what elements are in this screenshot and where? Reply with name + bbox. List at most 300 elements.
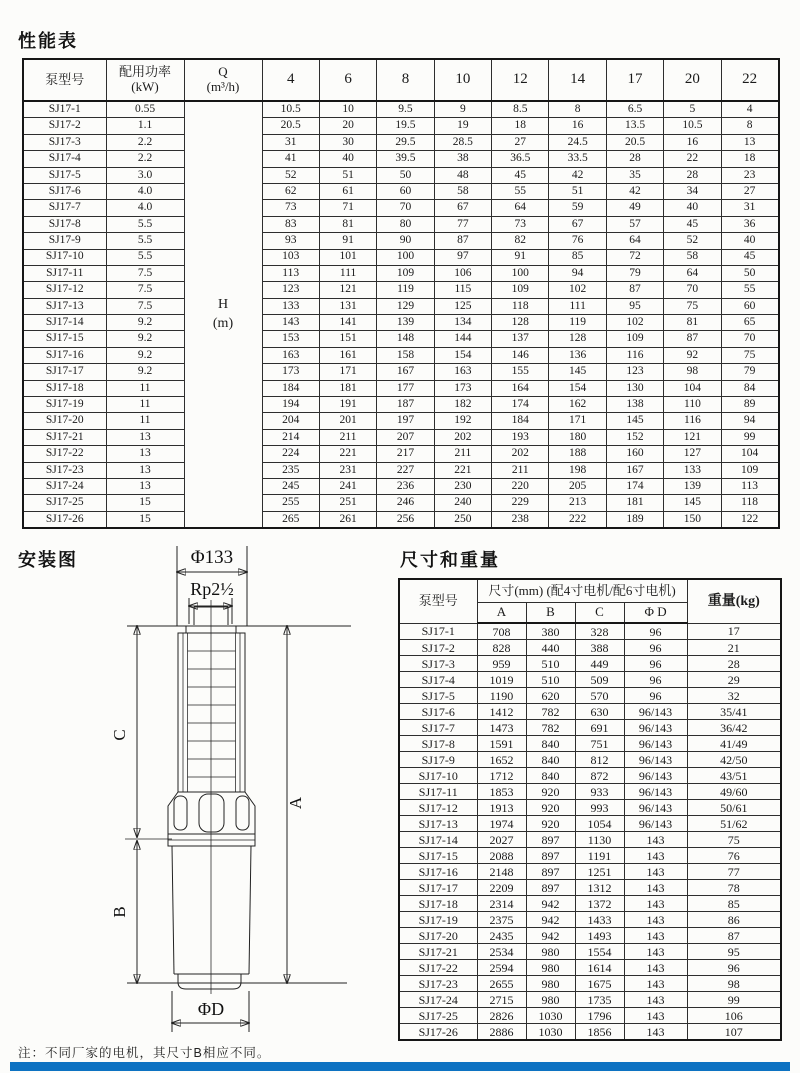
table-cell: SJ17-15	[399, 848, 477, 864]
table-cell: 708	[477, 623, 526, 640]
table-cell: 100	[377, 249, 434, 265]
table-cell: 55	[721, 282, 778, 298]
table-cell: 158	[377, 347, 434, 363]
table-cell: 872	[575, 768, 624, 784]
table-cell: 20.5	[262, 118, 319, 134]
table-cell: SJ17-5	[399, 688, 477, 704]
table-cell: 48	[434, 167, 491, 183]
table-cell: 230	[434, 478, 491, 494]
table-cell: 782	[526, 704, 575, 720]
table-cell: 5	[664, 101, 721, 118]
table-cell: 162	[549, 397, 606, 413]
head-unit-merged-cell: H (m)	[184, 101, 262, 528]
table-cell: 42	[549, 167, 606, 183]
table-cell: 173	[262, 364, 319, 380]
table-cell: SJ17-22	[399, 960, 477, 976]
table-cell: 145	[606, 413, 663, 429]
table-cell: 70	[377, 200, 434, 216]
table-row	[399, 944, 781, 960]
table-cell: 1054	[575, 816, 624, 832]
table-cell: 198	[549, 462, 606, 478]
table-cell: 143	[624, 912, 687, 928]
table-cell: 96/143	[624, 752, 687, 768]
table-cell: 95	[687, 944, 781, 960]
table-cell: 192	[434, 413, 491, 429]
table-cell: 241	[319, 478, 376, 494]
table-cell: 89	[721, 397, 778, 413]
table-cell: 16	[549, 118, 606, 134]
table-cell: 127	[664, 446, 721, 462]
table-cell: 8.5	[492, 101, 549, 118]
dim-label-b: B	[110, 906, 129, 918]
table-cell: 134	[434, 315, 491, 331]
table-cell: SJ17-18	[23, 380, 106, 396]
table-cell: 174	[606, 478, 663, 494]
table-cell: 5.5	[106, 249, 184, 265]
table-cell: 96/143	[624, 816, 687, 832]
table-cell: 73	[262, 200, 319, 216]
table-cell: 143	[262, 315, 319, 331]
table-cell: 959	[477, 656, 526, 672]
table-cell: 70	[664, 282, 721, 298]
table-cell: 1712	[477, 768, 526, 784]
table-cell: 39.5	[377, 151, 434, 167]
table-cell: 95	[606, 298, 663, 314]
table-cell: 222	[549, 511, 606, 528]
table-row	[23, 380, 779, 396]
table-row	[399, 976, 781, 992]
dimensions-table-title: 尺寸和重量	[400, 550, 500, 570]
table-cell: 510	[526, 672, 575, 688]
table-cell: 161	[319, 347, 376, 363]
table-cell: 131	[319, 298, 376, 314]
table-cell: 81	[664, 315, 721, 331]
table-cell: 121	[664, 429, 721, 445]
table-cell: 942	[526, 896, 575, 912]
table-cell: SJ17-6	[23, 183, 106, 199]
table-cell: 0.55	[106, 101, 184, 118]
table-cell: 164	[492, 380, 549, 396]
table-cell: SJ17-20	[23, 413, 106, 429]
col-header-weight: 重量(kg)	[687, 579, 781, 623]
table-cell: 235	[262, 462, 319, 478]
table-cell: 121	[319, 282, 376, 298]
table-cell: 29	[687, 672, 781, 688]
col-header-d: Φ D	[624, 603, 687, 624]
table-cell: 27	[721, 183, 778, 199]
table-cell: 38	[434, 151, 491, 167]
table-cell: 150	[664, 511, 721, 528]
table-cell: 64	[664, 265, 721, 281]
table-cell: 103	[262, 249, 319, 265]
table-cell: 202	[434, 429, 491, 445]
table-row	[399, 992, 781, 1008]
table-cell: SJ17-6	[399, 704, 477, 720]
table-row	[399, 736, 781, 752]
table-cell: 93	[262, 233, 319, 249]
table-cell: 79	[721, 364, 778, 380]
table-cell: 236	[377, 478, 434, 494]
table-cell: 2088	[477, 848, 526, 864]
table-cell: 87	[687, 928, 781, 944]
table-cell: 213	[549, 495, 606, 511]
table-cell: 106	[434, 265, 491, 281]
table-row	[23, 282, 779, 298]
table-cell: SJ17-21	[399, 944, 477, 960]
table-cell: SJ17-23	[399, 976, 477, 992]
table-cell: 96	[624, 656, 687, 672]
table-row	[399, 704, 781, 720]
table-cell: 691	[575, 720, 624, 736]
table-cell: 34	[664, 183, 721, 199]
table-cell: 13	[106, 478, 184, 494]
table-cell: 174	[492, 397, 549, 413]
table-cell: 119	[377, 282, 434, 298]
table-cell: 118	[721, 495, 778, 511]
table-cell: 107	[687, 1024, 781, 1041]
table-cell: 61	[319, 183, 376, 199]
table-cell: 1412	[477, 704, 526, 720]
table-cell: 840	[526, 736, 575, 752]
table-cell: 440	[526, 640, 575, 656]
table-cell: 113	[262, 265, 319, 281]
table-cell: 144	[434, 331, 491, 347]
table-cell: 51	[549, 183, 606, 199]
table-cell: 111	[319, 265, 376, 281]
table-cell: 8	[549, 101, 606, 118]
col-header-model: 泵型号	[399, 579, 477, 623]
table-row	[399, 720, 781, 736]
table-cell: 143	[624, 1008, 687, 1024]
table-cell: SJ17-13	[23, 298, 106, 314]
table-row	[23, 397, 779, 413]
table-cell: 28	[664, 167, 721, 183]
table-cell: 57	[606, 216, 663, 232]
table-cell: 116	[664, 413, 721, 429]
table-cell: 109	[606, 331, 663, 347]
table-cell: 96/143	[624, 800, 687, 816]
table-cell: 43/51	[687, 768, 781, 784]
dim-label-phi133: Φ133	[190, 547, 234, 568]
table-row	[399, 1008, 781, 1024]
table-cell: 211	[434, 446, 491, 462]
table-cell: 60	[377, 183, 434, 199]
table-cell: 980	[526, 992, 575, 1008]
table-row	[23, 118, 779, 134]
table-cell: 15	[106, 495, 184, 511]
table-cell: 143	[624, 1024, 687, 1041]
table-cell: 1.1	[106, 118, 184, 134]
table-cell: SJ17-24	[399, 992, 477, 1008]
table-row	[399, 640, 781, 656]
table-cell: 187	[377, 397, 434, 413]
table-cell: 920	[526, 800, 575, 816]
table-cell: 65	[721, 315, 778, 331]
table-cell: 102	[549, 282, 606, 298]
table-cell: 82	[492, 233, 549, 249]
table-cell: SJ17-9	[23, 233, 106, 249]
table-cell: 211	[492, 462, 549, 478]
table-cell: 122	[721, 511, 778, 528]
col-header-size-group: 尺寸(mm) (配4寸电机/配6寸电机)	[477, 579, 687, 603]
table-cell: 143	[624, 896, 687, 912]
table-cell: 51	[319, 167, 376, 183]
table-cell: SJ17-19	[23, 397, 106, 413]
table-cell: 173	[434, 380, 491, 396]
dims-header-row-1	[399, 579, 781, 603]
table-cell: SJ17-3	[23, 134, 106, 150]
table-cell: 97	[434, 249, 491, 265]
table-cell: 897	[526, 832, 575, 848]
col-header-q12: 12	[492, 59, 549, 101]
table-cell: 20	[319, 118, 376, 134]
table-cell: SJ17-7	[23, 200, 106, 216]
performance-table	[22, 58, 780, 529]
table-cell: SJ17-11	[23, 265, 106, 281]
table-cell: SJ17-10	[399, 768, 477, 784]
table-cell: SJ17-1	[23, 101, 106, 118]
table-cell: 1030	[526, 1024, 575, 1041]
table-cell: 1614	[575, 960, 624, 976]
col-header-b: B	[526, 603, 575, 624]
table-cell: 942	[526, 928, 575, 944]
performance-table-title: 性能表	[18, 31, 78, 51]
table-cell: 99	[721, 429, 778, 445]
table-cell: 151	[319, 331, 376, 347]
table-cell: SJ17-4	[23, 151, 106, 167]
table-cell: 214	[262, 429, 319, 445]
table-cell: 1554	[575, 944, 624, 960]
table-cell: 125	[434, 298, 491, 314]
table-cell: SJ17-9	[399, 752, 477, 768]
table-cell: SJ17-18	[399, 896, 477, 912]
table-cell: 113	[721, 478, 778, 494]
table-cell: 91	[319, 233, 376, 249]
table-row	[399, 1024, 781, 1041]
table-cell: 11	[106, 413, 184, 429]
table-cell: 19	[434, 118, 491, 134]
table-cell: 1652	[477, 752, 526, 768]
table-cell: 11	[106, 397, 184, 413]
table-cell: 2715	[477, 992, 526, 1008]
table-cell: 18	[721, 151, 778, 167]
table-cell: 1030	[526, 1008, 575, 1024]
table-cell: 630	[575, 704, 624, 720]
table-cell: 255	[262, 495, 319, 511]
table-cell: 75	[687, 832, 781, 848]
table-cell: 751	[575, 736, 624, 752]
table-cell: 84	[721, 380, 778, 396]
table-cell: 220	[492, 478, 549, 494]
table-cell: 202	[492, 446, 549, 462]
table-cell: 96	[624, 640, 687, 656]
table-cell: 9.2	[106, 364, 184, 380]
table-cell: 36/42	[687, 720, 781, 736]
table-cell: 1372	[575, 896, 624, 912]
table-cell: 246	[377, 495, 434, 511]
table-cell: 897	[526, 864, 575, 880]
table-cell: SJ17-8	[23, 216, 106, 232]
table-cell: 87	[664, 331, 721, 347]
table-cell: 380	[526, 623, 575, 640]
table-row	[23, 495, 779, 511]
table-row	[399, 800, 781, 816]
table-cell: 129	[377, 298, 434, 314]
table-cell: 182	[434, 397, 491, 413]
table-cell: 154	[549, 380, 606, 396]
table-cell: 111	[549, 298, 606, 314]
table-cell: 9	[434, 101, 491, 118]
table-cell: 24.5	[549, 134, 606, 150]
table-cell: 87	[434, 233, 491, 249]
table-cell: 143	[624, 848, 687, 864]
table-cell: SJ17-25	[399, 1008, 477, 1024]
table-cell: SJ17-2	[399, 640, 477, 656]
table-cell: 138	[606, 397, 663, 413]
table-cell: 16	[664, 134, 721, 150]
table-cell: 229	[492, 495, 549, 511]
table-cell: SJ17-3	[399, 656, 477, 672]
table-row	[23, 249, 779, 265]
table-cell: 86	[687, 912, 781, 928]
table-cell: 4.0	[106, 183, 184, 199]
table-cell: 224	[262, 446, 319, 462]
table-cell: 28	[687, 656, 781, 672]
motor-bottom-cap	[178, 974, 241, 989]
table-cell: SJ17-25	[23, 495, 106, 511]
table-cell: 75	[664, 298, 721, 314]
suction-slot-center	[199, 794, 224, 832]
table-cell: SJ17-4	[399, 672, 477, 688]
table-cell: 1433	[575, 912, 624, 928]
table-cell: 23	[721, 167, 778, 183]
col-header-flow: Q (m³/h)	[184, 59, 262, 101]
table-cell: 96	[624, 672, 687, 688]
table-cell: 188	[549, 446, 606, 462]
table-cell: SJ17-5	[23, 167, 106, 183]
table-cell: 52	[262, 167, 319, 183]
table-cell: 139	[377, 315, 434, 331]
table-cell: 2886	[477, 1024, 526, 1041]
table-cell: 143	[624, 976, 687, 992]
table-cell: SJ17-24	[23, 478, 106, 494]
table-cell: 45	[664, 216, 721, 232]
table-cell: 104	[721, 446, 778, 462]
table-cell: SJ17-19	[399, 912, 477, 928]
table-cell: 1191	[575, 848, 624, 864]
table-cell: 45	[721, 249, 778, 265]
col-header-q6: 6	[319, 59, 376, 101]
table-cell: 2.2	[106, 134, 184, 150]
table-cell: 1473	[477, 720, 526, 736]
table-cell: 78	[687, 880, 781, 896]
table-cell: SJ17-21	[23, 429, 106, 445]
table-cell: 11	[106, 380, 184, 396]
table-cell: 180	[549, 429, 606, 445]
table-cell: 100	[492, 265, 549, 281]
table-cell: 52	[664, 233, 721, 249]
table-cell: 13.5	[606, 118, 663, 134]
table-cell: 897	[526, 880, 575, 896]
table-cell: 181	[606, 495, 663, 511]
table-cell: 104	[664, 380, 721, 396]
table-cell: 90	[377, 233, 434, 249]
table-cell: 181	[319, 380, 376, 396]
table-row	[399, 688, 781, 704]
table-cell: SJ17-11	[399, 784, 477, 800]
table-cell: 7.5	[106, 265, 184, 281]
table-cell: 211	[319, 429, 376, 445]
table-cell: 1019	[477, 672, 526, 688]
table-cell: 2655	[477, 976, 526, 992]
table-row	[399, 672, 781, 688]
table-cell: SJ17-16	[23, 347, 106, 363]
table-row	[23, 347, 779, 363]
table-cell: 245	[262, 478, 319, 494]
table-cell: 828	[477, 640, 526, 656]
col-header-q4: 4	[262, 59, 319, 101]
table-row	[23, 298, 779, 314]
table-cell: 920	[526, 816, 575, 832]
table-cell: 2314	[477, 896, 526, 912]
table-cell: 184	[492, 413, 549, 429]
table-cell: 40	[319, 151, 376, 167]
col-header-q8: 8	[377, 59, 434, 101]
table-row	[23, 265, 779, 281]
table-cell: 13	[106, 429, 184, 445]
table-row	[399, 752, 781, 768]
table-cell: 28.5	[434, 134, 491, 150]
col-header-power: 配用功率 (kW)	[106, 59, 184, 101]
table-row	[23, 200, 779, 216]
table-cell: 145	[664, 495, 721, 511]
table-cell: 9.2	[106, 331, 184, 347]
table-cell: 58	[664, 249, 721, 265]
table-cell: 1591	[477, 736, 526, 752]
table-cell: 109	[721, 462, 778, 478]
table-cell: 80	[377, 216, 434, 232]
table-cell: 60	[721, 298, 778, 314]
table-cell: SJ17-7	[399, 720, 477, 736]
table-cell: 17	[687, 623, 781, 640]
table-cell: 189	[606, 511, 663, 528]
table-cell: 123	[606, 364, 663, 380]
dim-label-rp: Rp2½	[190, 579, 234, 599]
table-cell: 167	[377, 364, 434, 380]
table-cell: SJ17-13	[399, 816, 477, 832]
table-cell: 1853	[477, 784, 526, 800]
table-cell: 96/143	[624, 720, 687, 736]
table-cell: 980	[526, 976, 575, 992]
table-cell: 221	[319, 446, 376, 462]
table-cell: 205	[549, 478, 606, 494]
table-cell: 50	[721, 265, 778, 281]
table-cell: SJ17-1	[399, 623, 477, 640]
table-row	[399, 816, 781, 832]
table-cell: 2594	[477, 960, 526, 976]
table-row	[23, 151, 779, 167]
table-cell: 116	[606, 347, 663, 363]
table-row	[23, 462, 779, 478]
table-cell: 163	[262, 347, 319, 363]
table-cell: 31	[721, 200, 778, 216]
table-cell: 51/62	[687, 816, 781, 832]
table-cell: 3.0	[106, 167, 184, 183]
table-cell: 194	[262, 397, 319, 413]
table-cell: 42	[606, 183, 663, 199]
table-cell: 9.2	[106, 315, 184, 331]
table-cell: 167	[606, 462, 663, 478]
